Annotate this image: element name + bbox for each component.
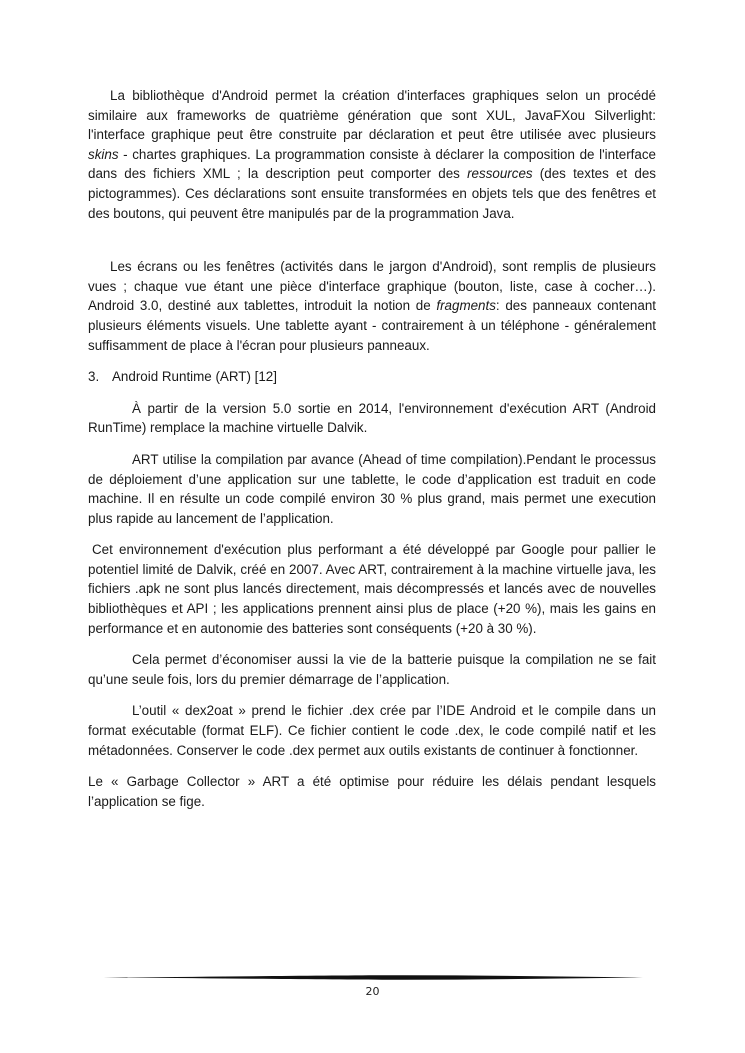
blank-line	[88, 235, 656, 257]
text-run: La bibliothèque d'Android permet la création d'interfaces graphiques selon un procédé similaire aux frameworks de quatrième génération que sont XUL, JavaFXou Silverlight: l'interface graphique peut être construite par déclaration et peut être utilisée avec plusieurs	[88, 88, 656, 143]
paragraph-dex2oat: L’outil « dex2oat » prend le fichier .dex crée par l’IDE Android et le compile dans un format exécutable (format ELF). Ce fichier contient le code .dex, le code compilé natif et les métadonnées. Conserver le code .dex permet aux outils existants de continuer à fonctionner.	[88, 703, 656, 758]
paragraph-android-ui-library	[88, 86, 656, 223]
paragraph-screens-and-views	[88, 257, 656, 355]
italic-term-fragments: fragments	[436, 298, 496, 314]
text-run: (des textes et des pictogrammes). Ces déclarations sont ensuite transformées en objets tels que des fenêtres et des boutons, qui peuvent être manipulés par de la programmation Java.	[88, 166, 656, 221]
footer-divider	[103, 975, 643, 980]
italic-term-ressources: ressources	[467, 166, 533, 182]
paragraph-battery-life: Cela permet d’économiser aussi la vie de la batterie puisque la compilation ne se fait qu’une seule fois, lors du premier démarrage de l’application.	[88, 652, 656, 687]
section-title: Android Runtime (ART) [12]	[112, 369, 277, 385]
paragraph-garbage-collector: Le « Garbage Collector » ART a été optimise pour réduire les délais pendant lesquels l’application se fige.	[88, 774, 656, 809]
section-number: 3.	[88, 369, 100, 385]
paragraph-art-performance: Cet environnement d'exécution plus performant a été développé par Google pour pallier le potentiel limité de Dalvik, créé en 2007. Avec ART, contrairement à la machine virtuelle java, les fichiers .apk ne sont plus lancés directement, mais décompressés et lancés avec de nouvelles bibliothèques et API ; les applications prennent ainsi plus de place (+20 %), mais les gains en performance et en autonomie des batteries sont conséquents (+20 à 30 %).	[88, 542, 656, 636]
page-number: 20	[365, 985, 380, 998]
text-run: : des panneaux contenant plusieurs éléments visuels. Une tablette ayant - contrairement à un téléphone - généralement suffisamment de place à l'écran pour plusieurs panneaux.	[88, 298, 656, 353]
paragraph-aot-compilation: ART utilise la compilation par avance (Ahead of time compilation).Pendant le processus de déploiement d’une application sur une tablette, le code d’application est traduit en code machine. Il en résulte un code compilé environ 30 % plus grand, mais permet une execution plus rapide au lancement de l’application.	[88, 451, 656, 526]
italic-term-skins: skins	[88, 146, 119, 162]
text-run: - chartes graphiques. La programmation consiste à déclarer la composition de l'interface dans des fichiers XML ; la description peut comporter des	[88, 146, 656, 182]
text-run: Les écrans ou les fenêtres (activités dans le jargon d'Android), sont remplis de plusieurs vues ; chaque vue étant une pièce d'interface graphique (bouton, liste, case à cocher…). Android 3.0, destiné aux tablettes, introduit la notion de	[88, 259, 656, 314]
section-heading-art	[88, 367, 656, 387]
paragraph-art-introduction: À partir de la version 5.0 sortie en 2014, l'environnement d'exécution ART (Android RunTime) remplace la machine virtuelle Dalvik.	[88, 400, 656, 436]
document-body	[88, 86, 656, 823]
